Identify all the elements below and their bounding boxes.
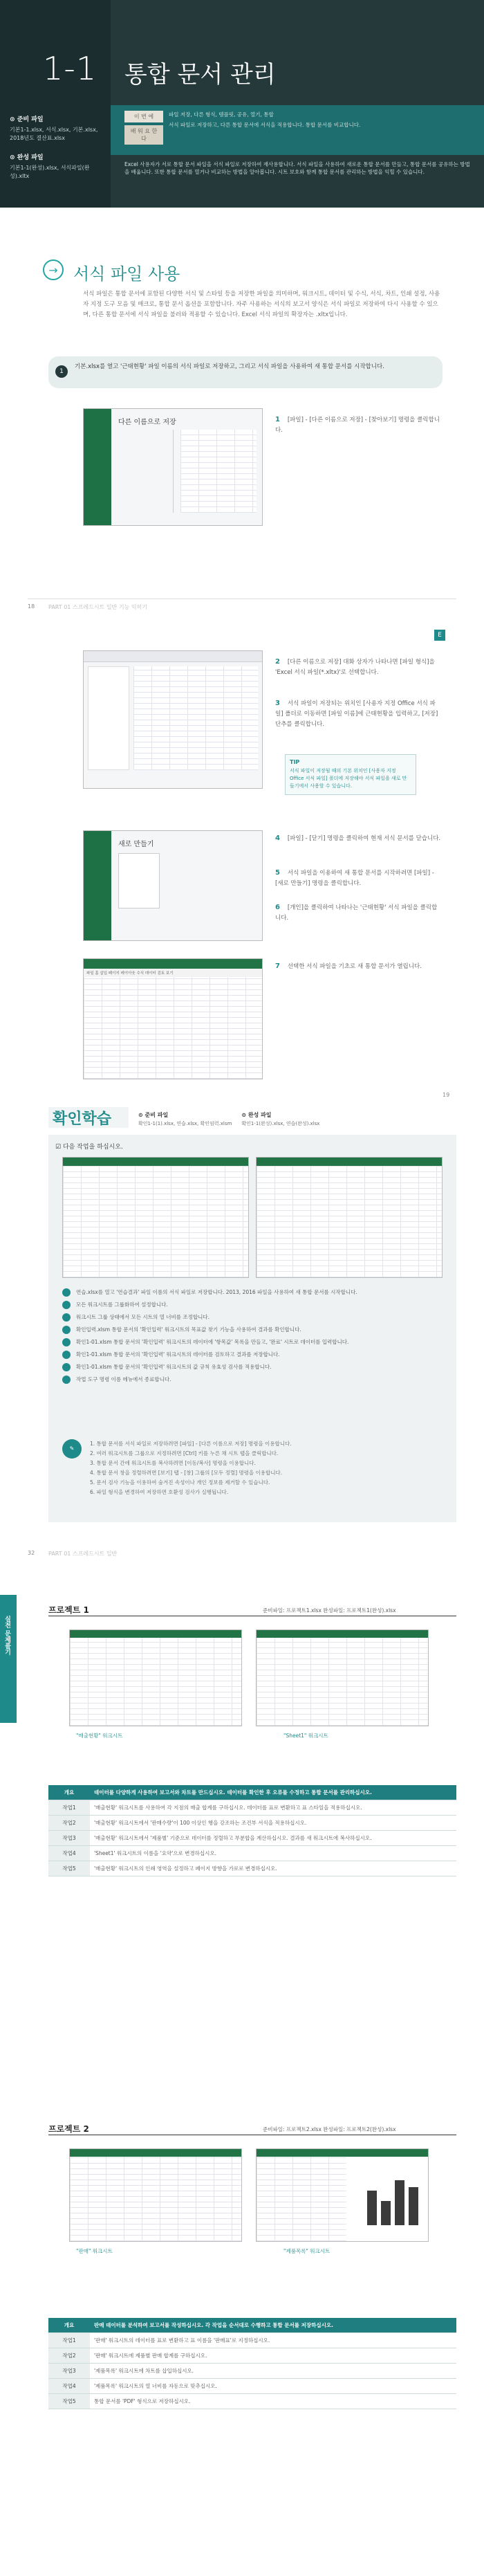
chart-bar xyxy=(395,2180,404,2225)
task-value: 'Sheet1' 워크시트의 이름을 '요약'으로 변경하십시오. xyxy=(90,1846,456,1861)
table-row xyxy=(48,1846,456,1861)
bullet-icon xyxy=(62,1301,71,1309)
table-header-row xyxy=(48,1785,456,1800)
chart-bar xyxy=(381,2201,391,2225)
note-line: 5. 문서 검사 기능을 이용하여 숨겨진 속성이나 개인 정보를 제거할 수 있습니다. xyxy=(90,1479,270,1486)
task-key: 작업1 xyxy=(48,1800,90,1816)
page-number: 18 xyxy=(28,603,35,610)
chip-learn: 배 워 요 한 다 xyxy=(124,125,163,145)
step-2 xyxy=(275,657,441,678)
table-row xyxy=(48,2394,456,2409)
chapter-title: 통합 문서 관리 xyxy=(124,61,276,89)
arrow-right-icon: → xyxy=(43,259,64,280)
excel-titlebar xyxy=(257,1158,442,1166)
done-text: 기본1-1(완성).xlsx, 서식파일(완성).xltx xyxy=(10,165,90,179)
task-key: 작업2 xyxy=(48,2348,90,2364)
tip-text: 서식 파일이 저장될 때의 기본 위치인 [사용자 지정 Office 서식 파일] 폴더에 저장해야 서식 파일을 새로 만들기에서 사용할 수 있습니다. xyxy=(290,768,407,789)
review-item: 모든 워크시트를 그룹화하여 설정합니다. xyxy=(62,1301,449,1309)
table-row xyxy=(48,2379,456,2394)
done-label: ⊙ 완성 파일 xyxy=(10,154,44,161)
bullet-icon xyxy=(62,1288,71,1297)
check-icon: ⊙ xyxy=(138,1112,145,1118)
project1-shot-2 xyxy=(256,1629,429,1726)
task-value: '매출현황' 워크시트를 사용하여 각 지점의 매출 합계를 구하십시오. 데이터를 표로 변환하고 표 스타일을 적용하십시오. xyxy=(90,1800,456,1816)
task-value: '매출현황' 워크시트의 인쇄 영역을 설정하고 페이지 방향을 가로로 변경하십시오. xyxy=(90,1861,456,1876)
save-dialog-screenshot xyxy=(83,650,263,789)
review-item: 확인1-01.xlsm 통합 문서의 '확인입력' 워크시트의 데이터를 검토하고 결과를 저장합니다. xyxy=(62,1351,449,1359)
worksheet-grid xyxy=(257,1638,428,1726)
task-key: 작업4 xyxy=(48,2379,90,2394)
step-text: [다른 이름으로 저장] 대화 상자가 나타나면 [파일 형식]을 'Excel 서식 파일(*.xltx)'로 선택합니다. xyxy=(275,659,435,676)
backstage-nav xyxy=(84,831,111,940)
review-item: 확인1-01.xlsm 통합 문서의 '확인입력' 워크시트의 데이터에 '항목값' 목록을 만들고, '완료' 시트로 데이터를 입력합니다. xyxy=(62,1338,449,1346)
review-files xyxy=(138,1111,456,1127)
project2-caption-1: "판매" 워크시트 xyxy=(76,2248,113,2254)
note-line: 6. 파일 형식을 변경하여 저장하면 호환성 검사가 실행됩니다. xyxy=(90,1489,229,1495)
task-value: 통합 문서를 'PDF' 형식으로 저장하십시오. xyxy=(90,2394,456,2409)
project1-table xyxy=(48,1785,456,1876)
bullet-icon xyxy=(62,1313,71,1322)
table-header-cell: 데이터를 다양하게 사용하여 보고서와 차트를 만드십시오. 데이터를 확인한 후 오류를 수정하고 통합 문서를 관리하십시오. xyxy=(90,1785,456,1800)
project2-files: 준비파일: 프로젝트2.xlsx 완성파일: 프로젝트2(완성).xlsx xyxy=(263,2126,396,2132)
page-number: 32 xyxy=(28,1550,35,1556)
project2-title: 프로젝트 2 xyxy=(48,2124,89,2134)
excel-titlebar xyxy=(257,2149,428,2157)
bullet-icon xyxy=(62,1376,71,1384)
step-number: 7 xyxy=(275,962,280,970)
review-item: 작업 도구 명령 이름 메뉴에서 종료합니다. xyxy=(62,1376,449,1384)
section-paragraph: 서식 파일은 통합 문서에 포함된 다양한 서식 및 스타일 등을 저장한 파일을 의미하며, 워크시트, 데이터 및 수식, 서식, 차트, 인쇄 설정, 사용자 지정 도구 모음 및 매크로, 통합 문서 옵션을 포함합니다. 자주 사용하는 서식의 보고서 양식은 서식 파일로 저장하여 다시 사용할 수 있으며, 다른 통합 문서에 서식 파일을 불러와 적용할 수 있습니다. Excel 서식 파일의 확장자는 .xltx입니다. xyxy=(83,291,440,318)
step-number: 1 xyxy=(275,416,280,423)
project1-caption-2: "Sheet1" 워크시트 xyxy=(283,1733,328,1739)
bullet-icon xyxy=(62,1326,71,1334)
prep-label: ⊙ 준비 파일 xyxy=(10,116,44,123)
page-part-note: PART 01 스프레드시트 일반 기능 익히기 xyxy=(48,604,148,610)
worksheet-grid xyxy=(63,1166,248,1277)
task-key: 작업3 xyxy=(48,2364,90,2379)
note-line: 3. 통합 문서 간에 워크시트를 복사하려면 [이동/복사] 명령을 이용합니다. xyxy=(90,1460,256,1466)
save-locations xyxy=(118,430,174,513)
project1-files: 준비파일: 프로젝트1.xlsx 완성파일: 프로젝트1(완성).xlsx xyxy=(263,1607,396,1614)
review-subtitle: ☑ 다음 작업을 하십시오. xyxy=(55,1144,123,1151)
project2-caption-2: "제품목록" 워크시트 xyxy=(283,2248,331,2254)
backstage-nav xyxy=(84,409,111,525)
chip1-text: 파일 저장, 다른 형식, 템플릿, 공유, 열기, 통합 xyxy=(169,111,274,118)
step-number: 3 xyxy=(275,700,280,707)
worksheet-grid xyxy=(70,1638,241,1726)
excel-titlebar xyxy=(257,1630,428,1638)
step-number: 6 xyxy=(275,904,280,911)
table-row xyxy=(48,1800,456,1816)
practice-side-tab xyxy=(0,1595,17,1723)
tip-label: TIP xyxy=(290,759,300,765)
prep-text: 기본1-1.xlsx, 서식.xlsx, 기본.xlsx, 2018년도 결산표.xlsx xyxy=(10,127,98,141)
task-key: 작업2 xyxy=(48,1816,90,1831)
dialog-files xyxy=(133,666,258,770)
note-line: 4. 통합 문서 창을 정렬하려면 [보기] 탭 - [창] 그룹의 [모두 정렬] 명령을 이용합니다. xyxy=(90,1470,283,1476)
task-key: 작업5 xyxy=(48,2394,90,2409)
chip2-text: 서식 파일로 저장하고, 다른 통합 문서에 서식을 적용합니다. 통합 문서를 비교합니다. xyxy=(169,122,361,128)
task-key: 작업1 xyxy=(48,2333,90,2348)
chapter-number: 1-1 xyxy=(43,50,97,87)
review-item: 연습.xlsx를 열고 '연습결과' 파일 이름의 서식 파일로 저장합니다. 2013, 2016 파일을 사용하여 새 통합 문서를 시작합니다. xyxy=(62,1288,449,1297)
hint-badge-icon: ✎ xyxy=(62,1439,82,1459)
review-prep-label: ⊙ 준비 파일 xyxy=(138,1112,169,1118)
project1-shot-1 xyxy=(69,1629,242,1726)
step-5 xyxy=(275,868,441,889)
review-item: 확인1-01.xlsm 통합 문서의 '확인입력' 워크시트의 값 규칙 유효성 검사를 적용합니다. xyxy=(62,1363,449,1371)
task-value: '제품목록' 워크시트에 차트를 삽입하십시오. xyxy=(90,2364,456,2379)
excel-titlebar xyxy=(63,1158,248,1166)
task-key: 작업3 xyxy=(48,1831,90,1846)
prep-files xyxy=(10,114,106,181)
page-number: 19 xyxy=(443,1092,450,1098)
save-as-title: 다른 이름으로 저장 xyxy=(118,419,176,426)
folder-list xyxy=(180,430,257,513)
step-text: [파일] - [다른 이름으로 저장] - [찾아보기] 명령을 클릭합니다. xyxy=(275,417,440,434)
chip-this-time: 이 번 에 xyxy=(124,111,163,122)
step-number: 5 xyxy=(275,869,280,877)
note-line: 2. 여러 워크시트를 그룹으로 지정하려면 [Ctrl] 키를 누른 채 시트 탭을 클릭합니다. xyxy=(90,1450,279,1456)
project1-caption-1: "매출현황" 워크시트 xyxy=(76,1733,123,1739)
check-icon: ⊙ xyxy=(10,116,17,123)
task-value: '매출현황' 워크시트에서 '제품별' 기준으로 데이터를 정렬하고 부분합을 계산하십시오. 결과를 새 워크시트에 복사하십시오. xyxy=(90,1831,456,1846)
table-row xyxy=(48,2348,456,2364)
review-screenshot-1 xyxy=(62,1157,249,1278)
chart-bar xyxy=(409,2187,418,2225)
step-text: [파일] - [닫기] 명령을 클릭하여 현재 서식 문서를 닫습니다. xyxy=(287,835,441,842)
review-list xyxy=(62,1288,449,1388)
review-item: 확인입력.xlsm 통합 문서의 '확인입력' 워크시트의 목표값 찾기 기능을 사용하여 결과를 확인합니다. xyxy=(62,1326,449,1334)
task-value: '판매' 워크시트의 데이터를 표로 변환하고 표 이름을 '판매표'로 지정하십시오. xyxy=(90,2333,456,2348)
project2-shot-1 xyxy=(69,2148,242,2242)
step-text: 선택한 서식 파일을 기초로 새 통합 문서가 열립니다. xyxy=(287,963,422,970)
task-key: 작업5 xyxy=(48,1861,90,1876)
tip-box xyxy=(285,754,416,795)
table-row xyxy=(48,1861,456,1876)
learn-row xyxy=(124,111,470,145)
new-sheet-screenshot xyxy=(83,958,263,1079)
excel-titlebar xyxy=(70,2149,241,2157)
task-callout xyxy=(48,356,443,388)
project1-title: 프로젝트 1 xyxy=(48,1605,89,1615)
task-value: '매출현황' 워크시트에서 '판매수량'이 100 이상인 행을 강조하는 조건부 서식을 적용하십시오. xyxy=(90,1816,456,1831)
table-row xyxy=(48,2333,456,2348)
table-header-row xyxy=(48,2318,456,2333)
review-screenshot-2 xyxy=(256,1157,443,1278)
project2-shot-2 xyxy=(256,2148,429,2242)
excel-titlebar xyxy=(70,1630,241,1638)
step-3 xyxy=(275,699,441,730)
table-header-cell: 판매 데이터를 분석하여 보고서를 작성하십시오. 각 작업을 순서대로 수행하고 통합 문서를 저장하십시오. xyxy=(90,2318,456,2333)
ribbon-tabs: 파일 홈 삽입 페이지 레이아웃 수식 데이터 검토 보기 xyxy=(84,969,262,977)
excel-tab-marker: E xyxy=(434,630,445,641)
template-thumb xyxy=(118,853,160,908)
checkbox-icon: ☑ xyxy=(55,1144,63,1151)
bullet-icon xyxy=(62,1338,71,1346)
callout-text: 기본.xlsx를 열고 '근태현황' 파일 이름의 서식 파일로 저장하고, 그리고 서식 파일을 사용하여 새 통합 문서를 시작합니다. xyxy=(75,363,384,370)
review-title: 확인학습 xyxy=(53,1111,112,1128)
review-item: 워크시트 그룹 상태에서 모든 시트의 열 너비를 조정합니다. xyxy=(62,1313,449,1322)
task-value: '제품목록' 워크시트의 열 너비를 자동으로 맞추십시오. xyxy=(90,2379,456,2394)
new-workbook-screenshot xyxy=(83,830,263,941)
worksheet-grid xyxy=(84,977,262,1079)
step-text: 서식 파일을 이용하여 새 통합 문서를 시작하려면 [파일] - [새로 만들기] 명령을 클릭합니다. xyxy=(275,870,434,887)
step-4 xyxy=(275,834,441,844)
task-value: '판매' 워크시트에 제품별 판매 합계를 구하십시오. xyxy=(90,2348,456,2364)
bullet-icon xyxy=(62,1351,71,1359)
review-done-label: ⊙ 완성 파일 xyxy=(241,1112,272,1118)
dialog-tree xyxy=(88,666,129,770)
table-header-cell: 개요 xyxy=(48,1785,90,1800)
save-as-screenshot xyxy=(83,408,263,526)
bullet-icon xyxy=(62,1363,71,1371)
review-prep-text: 확인1-1(1).xlsx, 연습.xlsx, 확인임력.xlsm xyxy=(138,1121,232,1126)
table-row xyxy=(48,2364,456,2379)
step-number: 2 xyxy=(275,658,280,666)
new-title: 새로 만들기 xyxy=(118,841,154,848)
table-row xyxy=(48,1816,456,1831)
note-line: 1. 통합 문서를 서식 파일로 저장하려면 [파일] - [다른 이름으로 저장] 명령을 이용합니다. xyxy=(90,1441,292,1447)
review-done-text: 확인1-1(완성).xlsx, 연습(완성).xlsx xyxy=(241,1121,320,1126)
step-1 xyxy=(275,415,441,436)
step-number: 4 xyxy=(275,834,280,842)
chapter-intro: Excel 사용자가 서로 통합 문서 파일을 서식 파일로 저장하여 재사용합니다. 서식 파일을 사용하여 새로운 통합 문서를 만들고, 통합 문서를 공유하는 방법을 배웁니다. 또한 통합 문서를 열거나 비교하는 방법을 알아봅니다. 시트 보호와 함께 통합 문서를 관리하는 방법을 익힐 수 있습니다. xyxy=(124,161,470,175)
step-text: [개인]을 클릭하여 나타나는 '근태현황' 서식 파일을 클릭합니다. xyxy=(275,904,438,922)
project2-table xyxy=(48,2318,456,2409)
callout-number: 1 xyxy=(55,365,68,378)
chart-bar xyxy=(367,2191,377,2225)
task-key: 작업4 xyxy=(48,1846,90,1861)
check-icon: ⊙ xyxy=(10,154,17,161)
check-icon: ⊙ xyxy=(241,1112,248,1118)
review-notes xyxy=(90,1439,449,1497)
learn-chips xyxy=(124,111,163,145)
table-header-cell: 개요 xyxy=(48,2318,90,2333)
section-title: 서식 파일 사용 xyxy=(73,264,180,284)
excel-titlebar xyxy=(84,959,262,969)
worksheet-grid xyxy=(70,2157,241,2241)
page-part-note: PART 01 스프레드시트 일반 xyxy=(48,1551,118,1557)
worksheet-grid xyxy=(257,2157,346,2241)
step-6 xyxy=(275,903,441,924)
worksheet-grid xyxy=(257,1166,442,1277)
step-7 xyxy=(275,962,441,972)
step-text: 서식 파일이 저장되는 위치인 [사용자 지정 Office 서식 파일] 폴더로 이동하면 [파일 이름]에 근태현황을 입력하고, [저장] 단추를 클릭합니다. xyxy=(275,700,438,728)
practice-side-label: 실전 문제풀기 xyxy=(3,1616,10,1656)
table-row xyxy=(48,1831,456,1846)
dialog-titlebar xyxy=(84,651,262,662)
